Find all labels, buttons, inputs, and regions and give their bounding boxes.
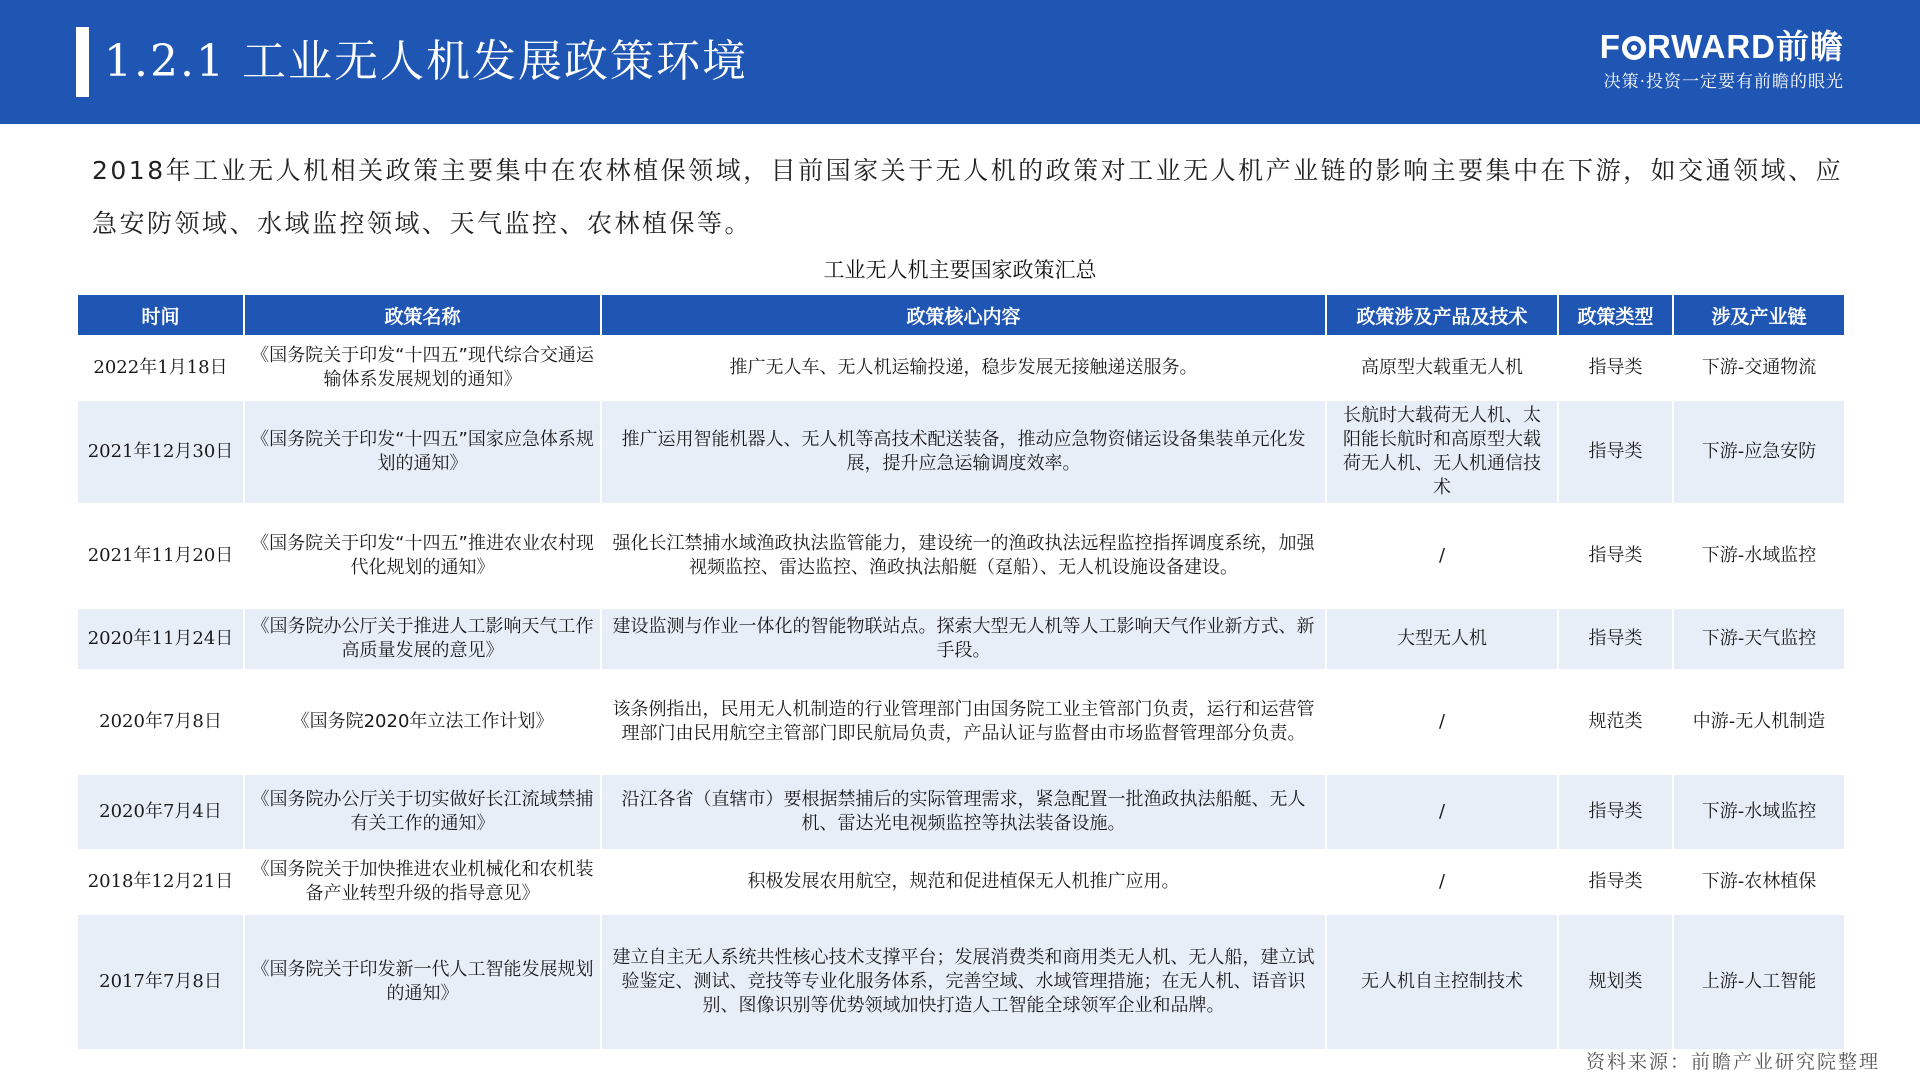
intro-paragraph: 2018年工业无人机相关政策主要集中在农林植保领域，目前国家关于无人机的政策对工业无人机产业链的影响主要集中在下游，如交通领域、应急安防领域、水域监控领域、天气监控、农林植保等。 (92, 156, 1844, 238)
table-row (77, 504, 1845, 608)
cell-industry-chain: 下游-交通物流 (1673, 336, 1845, 400)
table-row (77, 336, 1845, 400)
header-bar (0, 0, 1920, 124)
cell-date: 2018年12月21日 (77, 850, 244, 914)
cell-core-content: 推广无人车、无人机运输投递，稳步发展无接触递送服务。 (601, 336, 1326, 400)
header-core-content: 政策核心内容 (601, 294, 1326, 336)
header-policy-type: 政策类型 (1558, 294, 1673, 336)
source-note: 资料来源：前瞻产业研究院整理 (1585, 1051, 1880, 1073)
header-product-tech: 政策涉及产品及技术 (1326, 294, 1558, 336)
cell-policy-name: 《国务院2020年立法工作计划》 (244, 670, 601, 774)
cell-product-tech: 无人机自主控制技术 (1326, 914, 1558, 1050)
header-policy-name: 政策名称 (244, 294, 601, 336)
cell-core-content: 沿江各省（直辖市）要根据禁捕后的实际管理需求，紧急配置一批渔政执法船艇、无人机、雷达光电视频监控等执法装备设施。 (601, 774, 1326, 850)
cell-product-tech: / (1326, 670, 1558, 774)
cell-industry-chain: 下游-农林植保 (1673, 850, 1845, 914)
cell-industry-chain: 下游-水域监控 (1673, 774, 1845, 850)
cell-core-content: 积极发展农用航空，规范和促进植保无人机推广应用。 (601, 850, 1326, 914)
cell-product-tech: 高原型大载重无人机 (1326, 336, 1558, 400)
cell-policy-name: 《国务院关于印发“十四五”推进农业农村现代化规划的通知》 (244, 504, 601, 608)
cell-core-content: 建设监测与作业一体化的智能物联站点。探索大型无人机等人工影响天气作业新方式、新手段。 (601, 608, 1326, 670)
logo-text-left: F (1599, 28, 1621, 65)
header-industry-chain: 涉及产业链 (1673, 294, 1845, 336)
cell-policy-name: 《国务院关于印发新一代人工智能发展规划的通知》 (244, 914, 601, 1050)
table-row (77, 608, 1845, 670)
header-date: 时间 (77, 294, 244, 336)
cell-policy-type: 规范类 (1558, 670, 1673, 774)
cell-policy-type: 指导类 (1558, 774, 1673, 850)
cell-product-tech: / (1326, 850, 1558, 914)
cell-core-content: 该条例指出，民用无人机制造的行业管理部门由国务院工业主管部门负责，运行和运营管理部门由民用航空主管部门即民航局负责，产品认证与监督由市场监督管理部分负责。 (601, 670, 1326, 774)
cell-core-content: 推广运用智能机器人、无人机等高技术配送装备，推动应急物资储运设备集装单元化发展，提升应急运输调度效率。 (601, 400, 1326, 504)
cell-policy-name: 《国务院关于印发“十四五”国家应急体系规划的通知》 (244, 400, 601, 504)
cell-policy-name: 《国务院关于印发“十四五”现代综合交通运输体系发展规划的通知》 (244, 336, 601, 400)
table-row (77, 774, 1845, 850)
cell-date: 2020年7月4日 (77, 774, 244, 850)
cell-policy-type: 规划类 (1558, 914, 1673, 1050)
cell-policy-name: 《国务院办公厅关于推进人工影响天气工作高质量发展的意见》 (244, 608, 601, 670)
cell-policy-type: 指导类 (1558, 504, 1673, 608)
table-header-row (77, 294, 1845, 336)
cell-industry-chain: 上游-人工智能 (1673, 914, 1845, 1050)
cell-policy-name: 《国务院关于加快推进农业机械化和农机装备产业转型升级的指导意见》 (244, 850, 601, 914)
cell-date: 2021年12月30日 (77, 400, 244, 504)
page-title: 1.2.1 工业无人机发展政策环境 (104, 36, 748, 87)
cell-policy-name: 《国务院办公厅关于切实做好长江流域禁捕有关工作的通知》 (244, 774, 601, 850)
cell-date: 2020年11月24日 (77, 608, 244, 670)
title-accent-bar (76, 27, 89, 97)
table-row (77, 670, 1845, 774)
cell-policy-type: 指导类 (1558, 608, 1673, 670)
forward-logo (1554, 28, 1844, 94)
table-row (77, 914, 1845, 1050)
logo-text-right: RWARD前瞻 (1646, 28, 1844, 65)
table-row (77, 400, 1845, 504)
policy-table (76, 293, 1846, 1051)
cell-product-tech: / (1326, 504, 1558, 608)
cell-industry-chain: 下游-应急安防 (1673, 400, 1845, 504)
logo-slogan: 决策·投资一定要有前瞻的眼光 (1603, 72, 1844, 92)
cell-product-tech: 长航时大载荷无人机、太阳能长航时和高原型大载荷无人机、无人机通信技术 (1326, 400, 1558, 504)
cell-date: 2017年7月8日 (77, 914, 244, 1050)
cell-industry-chain: 下游-水域监控 (1673, 504, 1845, 608)
cell-date: 2021年11月20日 (77, 504, 244, 608)
cell-industry-chain: 中游-无人机制造 (1673, 670, 1845, 774)
cell-product-tech: / (1326, 774, 1558, 850)
logo-wordmark (1554, 28, 1844, 66)
logo-o-icon (1622, 36, 1646, 60)
cell-core-content: 强化长江禁捕水域渔政执法监管能力，建设统一的渔政执法远程监控指挥调度系统，加强视频监控、雷达监控、渔政执法船艇（趸船）、无人机设施设备建设。 (601, 504, 1326, 608)
table-row (77, 850, 1845, 914)
cell-core-content: 建立自主无人系统共性核心技术支撑平台；发展消费类和商用类无人机、无人船，建立试验鉴定、测试、竞技等专业化服务体系，完善空域、水域管理措施；在无人机、语音识别、图像识别等优势领域加快打造人工智能全球领军企业和品牌。 (601, 914, 1326, 1050)
cell-policy-type: 指导类 (1558, 400, 1673, 504)
cell-policy-type: 指导类 (1558, 850, 1673, 914)
table-caption: 工业无人机主要国家政策汇总 (823, 258, 1097, 282)
cell-date: 2022年1月18日 (77, 336, 244, 400)
cell-date: 2020年7月8日 (77, 670, 244, 774)
cell-policy-type: 指导类 (1558, 336, 1673, 400)
cell-product-tech: 大型无人机 (1326, 608, 1558, 670)
cell-industry-chain: 下游-天气监控 (1673, 608, 1845, 670)
